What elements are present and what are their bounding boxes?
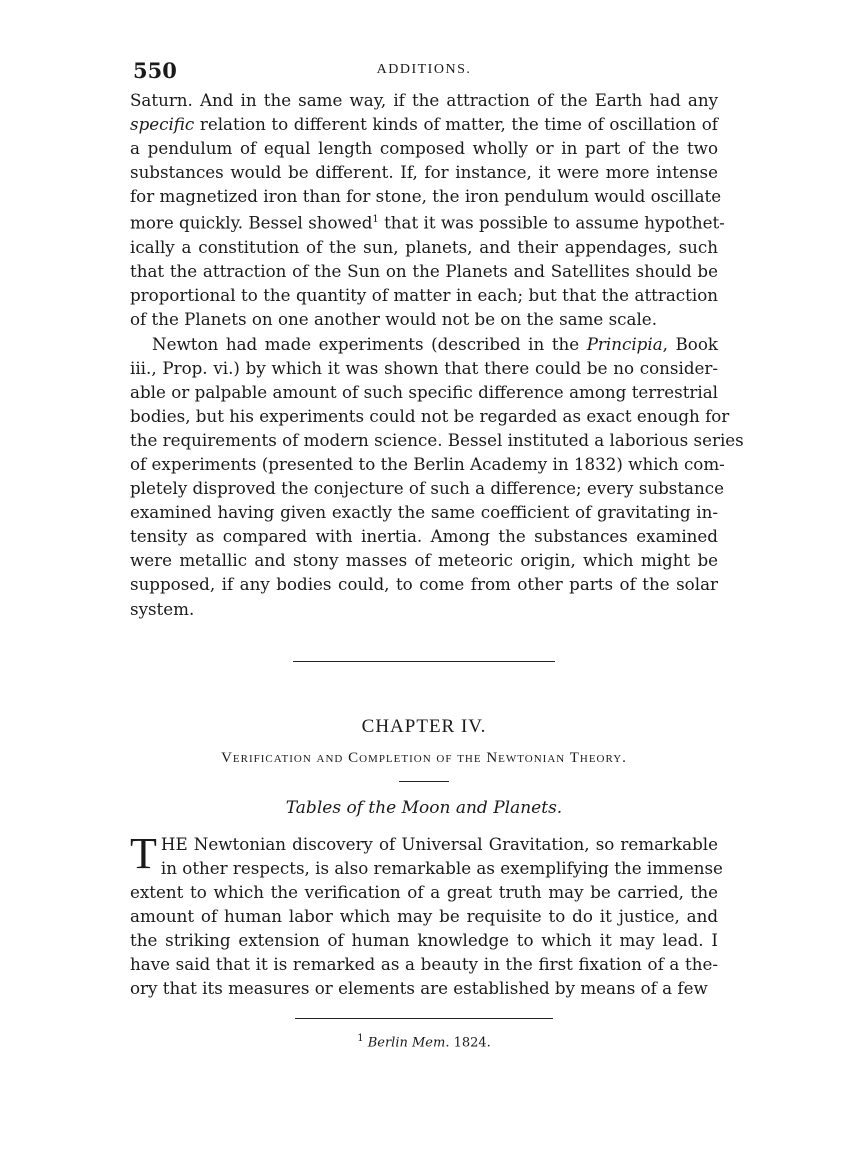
text-line: substances would be different. If, for instance, it were more intense — [130, 162, 718, 183]
text-line: HE Newtonian discovery of Universal Gravitation, so remarkable — [160, 833, 718, 854]
footnote-reference: 1 — [372, 214, 379, 226]
text-line: tensity as compared with inertia. Among the substances examined — [130, 526, 718, 547]
paragraph-newtonian-discovery — [130, 828, 723, 1001]
text-line: in other respects, is also remarkable as exemplifying the immense — [160, 857, 723, 878]
text-line: amount of human labor which may be requisite to do it justice, and — [130, 905, 718, 926]
text-line: of the Planets on one another would not be on the same scale. — [130, 309, 657, 330]
text-line: for magnetized iron than for stone, the iron pendulum would oscillate — [130, 186, 722, 207]
paragraph-newton-experiments — [130, 332, 744, 621]
text-line: supposed, if any bodies could, to come from other parts of the solar — [130, 574, 718, 595]
footnote-source: Berlin Mem. — [367, 1035, 450, 1051]
drop-cap: T — [130, 828, 157, 878]
running-head-title: ADDITIONS. — [376, 62, 472, 77]
chapter-subtitle: Verification and Completion of the Newtonian Theory. — [221, 749, 627, 766]
text-line: were metallic and stony masses of meteoric origin, which might be — [130, 550, 718, 571]
text-line: that the attraction of the Sun on the Planets and Satellites should be — [130, 261, 718, 282]
text-line: bodies, but his experiments could not be regarded as exact enough for — [130, 405, 730, 426]
text-line: specific relation to different kinds of matter, the time of oscillation of — [130, 114, 718, 135]
chapter-divider — [399, 781, 449, 782]
footnote-marker: 1 — [357, 1033, 364, 1045]
italic-term: Principia — [586, 333, 663, 354]
footnote-year: 1824. — [453, 1035, 491, 1051]
text-line: a pendulum of equal length composed wholly or in part of the two — [130, 138, 718, 159]
paragraph-saturn — [130, 88, 725, 332]
footnote-divider — [295, 1018, 553, 1019]
text-line: pletely disproved the conjecture of such a difference; every substance — [130, 478, 724, 499]
section-divider — [293, 661, 555, 662]
text-line: ory that its measures or elements are established by means of a few — [130, 978, 708, 999]
footnote — [130, 1033, 718, 1050]
text-line: more quickly. Bessel showed$^1$ that it was possible to assume hypothet- — [130, 213, 725, 234]
text-line: extent to which the verification of a great truth may be carried, the — [130, 881, 718, 902]
text-line: able or palpable amount of such specific difference among terrestrial — [130, 381, 718, 402]
page — [130, 58, 744, 1051]
text-line: ically a constitution of the sun, planets, and their appendages, such — [130, 237, 718, 258]
text-line: the requirements of modern science. Bessel instituted a laborious series — [130, 429, 744, 450]
italic-term: specific — [130, 114, 195, 135]
text-line: iii., Prop. vi.) by which it was shown that there could be no consider- — [130, 357, 718, 378]
chapter-title: CHAPTER IV. — [361, 715, 487, 737]
text-line: examined having given exactly the same coefficient of gravitating in- — [130, 502, 718, 523]
text-line: of experiments (presented to the Berlin Academy in 1832) which com- — [130, 453, 725, 474]
section-title: Tables of the Moon and Planets. — [285, 797, 563, 818]
text-line: have said that it is remarked as a beauty in the first fixation of a the- — [130, 954, 718, 975]
page-number: 550 — [133, 58, 177, 83]
running-head — [130, 58, 718, 88]
text-line: proportional to the quantity of matter in each; but that the attraction — [130, 285, 718, 306]
text-line: Saturn. And in the same way, if the attraction of the Earth had any — [130, 90, 718, 110]
text-line: Newton had made experiments (described in the Principia, Book — [152, 333, 718, 354]
text-line: the striking extension of human knowledge to which it may lead. I — [130, 930, 718, 950]
text-line: system. — [130, 598, 195, 619]
